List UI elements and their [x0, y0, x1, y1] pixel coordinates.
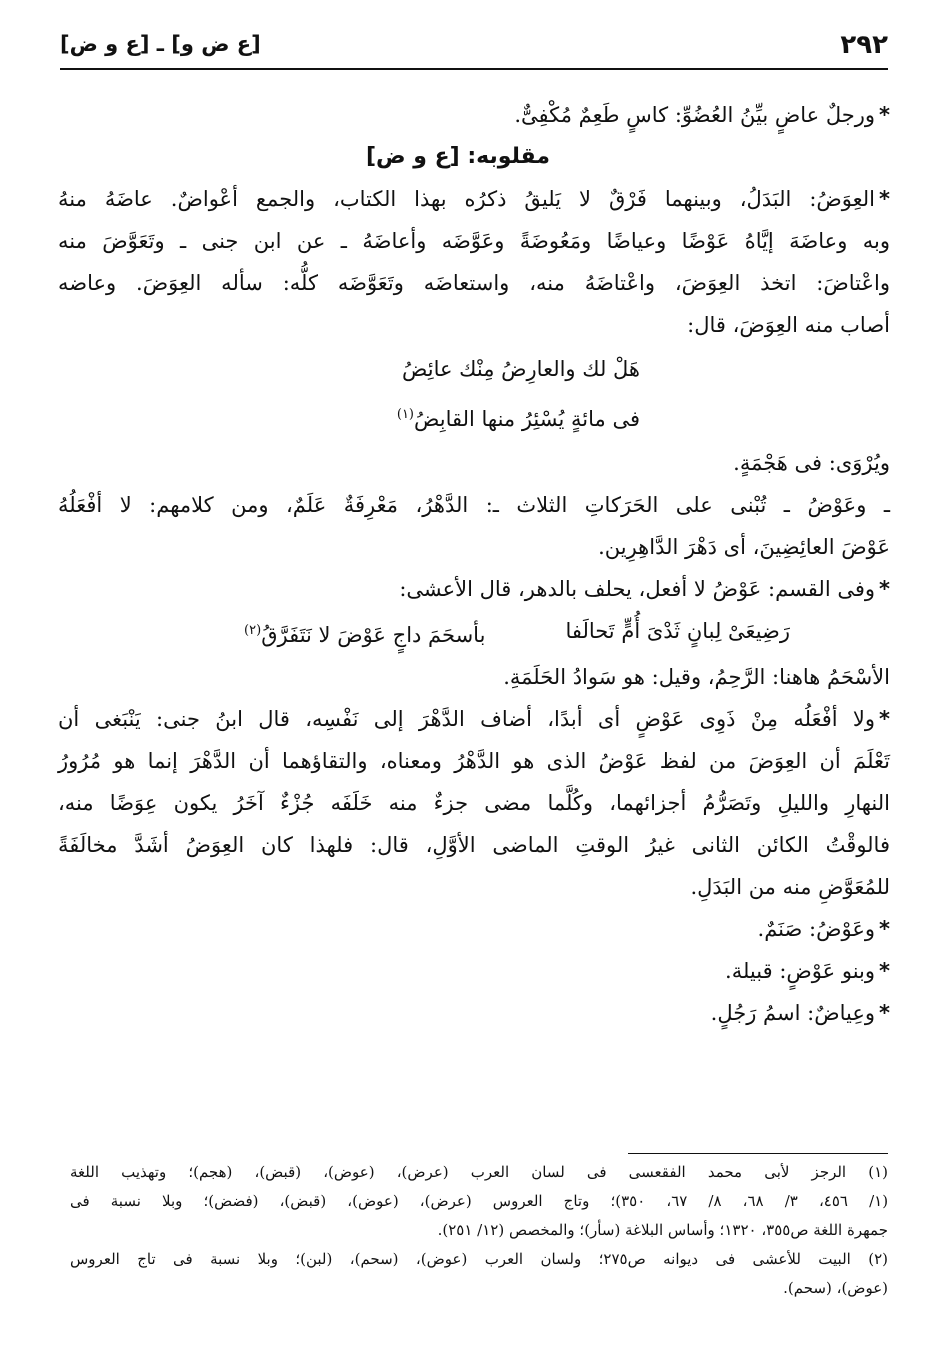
body-line: عَوْضَ العائِضِينَ، أى دَهْرَ الدَّاهِرِين.: [598, 535, 890, 559]
body-line: تَعْلَمَ أن العِوَضَ من لفظ عَوْضُ الذى هو الدَّهْرُ ومعناه، والتقاؤهما أن الدَّهْرَ إنما هو مُرُورُ: [58, 749, 890, 773]
footnote-line: جمهرة اللغة ص٣٥٥، ١٣٢٠؛ وأساس البلاغة (سأر)؛ والمخصص (١٢/ ٢٥١).: [437, 1221, 888, 1239]
body-line: النهارِ والليلِ وتَصَرُّمُ أجزائهما، وكُلَّما مضى جزءٌ منه خَلَفَه جُزْءٌ آخَرُ يكون عِوَضًا منه،: [58, 791, 890, 815]
footnotes: [70, 1158, 888, 1303]
body-line: واعْتاضَ: اتخذ العِوَضَ، واعْتاضَهُ منه، واستعاضَه وتَعَوَّضَه كلُّه: سأله العِوَضَ. وعاضه: [58, 271, 890, 295]
body-line: للمُعَوَّضِ منه من البَدَلِ.: [690, 875, 890, 899]
entry-line: *وبنو عَوْضٍ: قبيلة.: [725, 959, 890, 983]
body-line: ويُرْوَى: فى هَجْمَةٍ.: [733, 451, 890, 475]
body-text: [58, 94, 890, 1034]
verse-block: [58, 346, 890, 442]
asterisk-icon: *: [879, 917, 890, 941]
body-line: *العِوَضُ: البَدَلُ، وبينهما فَرْقٌ لا يَليقُ ذكرُه بهذا الكتاب، والجمع أعْواضٌ. عاضَهُ منهُ: [58, 187, 890, 211]
body-line: فالوقْتُ الكائن الثانى غيرُ الوقتِ الماضى الأوَّلِ، قال: فلهذا كان العِوَضُ أشَدَّ مخالَفَةً: [58, 833, 890, 857]
running-head: [ع ض و] ـ [ع و ض]: [60, 32, 261, 56]
body-line: ـ وعَوْضُ ـ تُبْنى على الحَرَكاتِ الثلاث ـ: الدَّهْرُ، مَعْرِفَةٌ عَلَمٌ، ومن كلامهم: لا أفْعَلُهُ: [58, 493, 890, 517]
footnote-line: (١/ ٤٥٦، ٣/ ٦٨، ٨/ ٦٧، ٣٥٠)؛ وتاج العروس (عرض)، (عوض)، (قبض)، (فضض)؛ وبلا نسبة فى: [70, 1192, 889, 1210]
body-line: *ولا أفْعَلُه مِنْ ذَوِى عَوْضٍ أى أبدًا، أضاف الدَّهْرَ إلى نَفْسِه، قال ابنُ جنى: يَنْبَغى أن: [58, 707, 890, 731]
footnote-line: (١) الرجز لأبى محمد الفقعسى فى لسان العرب (عرض)، (عوض)، (قبض)، (هجم)؛ وتهذيب اللغة: [70, 1163, 888, 1181]
entry-line: *وفى القسم: عَوْضُ لا أفعل، يحلف بالدهر، قال الأعشى:: [399, 577, 890, 601]
verse-hemistich-second: بأسحَمَ داجٍ عَوْضَ لا نَتَفَرَّقُ$^{(٢)}$: [244, 623, 486, 647]
page-number: ٢٩٢: [840, 30, 888, 60]
footnote-divider: [628, 1153, 888, 1154]
body-line: وبه وعاضَهَ إيَّاهُ عَوْضًا وعياضًا ومَعُوضَةً وعَوَّضَه وأعاضَهُ ـ عن ابن جنى ـ وتَعَوَّضَ منه: [58, 229, 890, 253]
verse-line: فى مائةٍ يُسْئِرُ منها القابِضُ$^{(١)}$: [396, 407, 640, 431]
body-line: أصاب منه العِوَضَ، قال:: [687, 313, 890, 337]
asterisk-icon: *: [879, 577, 890, 601]
asterisk-icon: *: [879, 959, 890, 983]
verse-hemistich-first: رَضِيعَىْ لِبانٍ ثَدْىَ أُمٍّ تَحالَفا: [565, 619, 790, 643]
entry-line: *وعَوْضُ: صَنَمٌ.: [757, 917, 890, 941]
section-heading: مقلوبه: [ع و ض]: [365, 144, 550, 169]
asterisk-icon: *: [879, 187, 890, 211]
asterisk-icon: *: [879, 707, 890, 731]
footnote-line: (٢) البيت للأعشى فى ديوانه ص٢٧٥؛ ولسان العرب (عوض)، (سحم)، (لبن)؛ وبلا نسبة فى تاج العروس: [70, 1250, 888, 1268]
asterisk-icon: *: [879, 1001, 890, 1025]
footnote-line: (عوض)، (سحم).: [783, 1279, 888, 1297]
footnote-marker[interactable]: (٢): [244, 623, 262, 638]
entry-line: *وعِياضٌ: اسمُ رَجُلٍ.: [710, 1001, 890, 1025]
body-line: الأسْحَمُ هاهنا: الرَّحِمُ، وقيل: هو سَوادُ الحَلَمَةِ.: [503, 665, 890, 689]
entry-line: *ورجلٌ عاضٍ بيِّنُ العُضُوِّ: كاسٍ طَعِمٌ مُكْفِىٌّ.: [514, 103, 890, 127]
page-header: [60, 22, 888, 70]
footnote-marker[interactable]: (١): [396, 407, 414, 422]
verse-line: هَلْ لك والعارِضُ مِنْك عائِضُ: [402, 357, 640, 381]
asterisk-icon: *: [879, 103, 890, 127]
verse-pair: [58, 610, 890, 656]
